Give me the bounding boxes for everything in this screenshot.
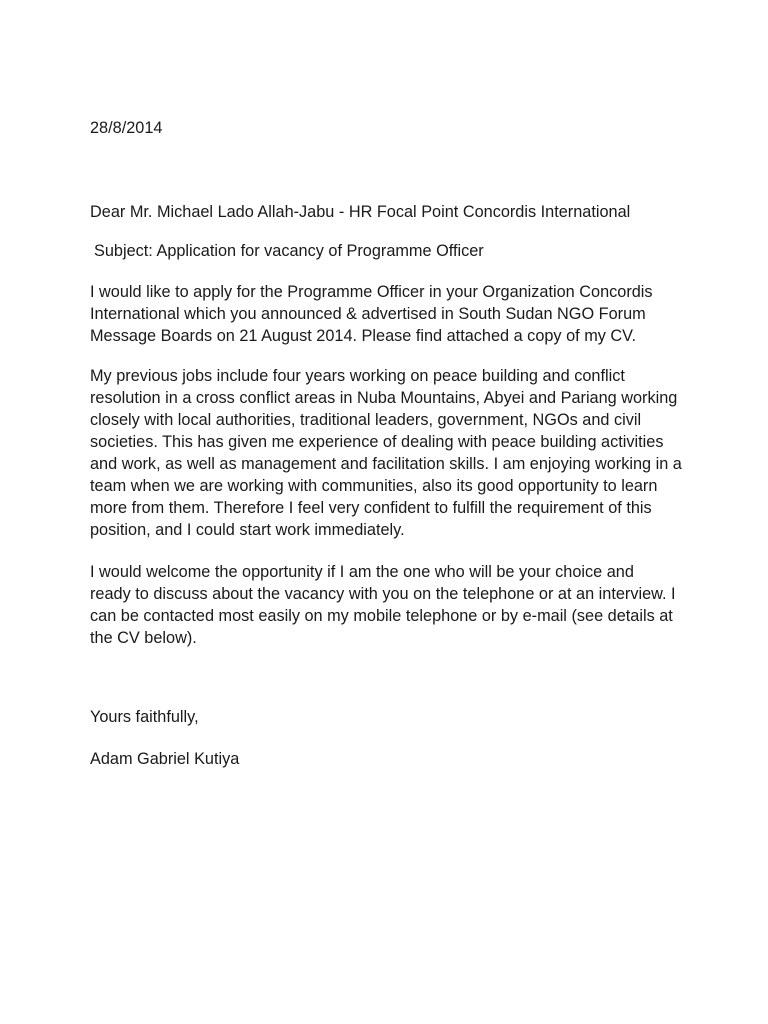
paragraph-line: closely with local authorities, traditional leaders, government, NGOs and civil [90, 411, 642, 429]
paragraph-line: My previous jobs include four years working on peace building and conflict [90, 367, 625, 385]
paragraph-line: and work, as well as management and facilitation skills. I am enjoying working in a [90, 455, 682, 473]
paragraph-line: more from them. Therefore I feel very confident to fulfill the requirement of this [90, 499, 652, 517]
letter-date: 28/8/2014 [90, 119, 163, 137]
letter-salutation: Dear Mr. Michael Lado Allah-Jabu - HR Focal Point Concordis International [90, 203, 631, 221]
paragraph-line: societies. This has given me experience of dealing with peace building activities [90, 433, 664, 451]
paragraph-line: position, and I could start work immediately. [90, 521, 405, 539]
paragraph-line: team when we are working with communities, also its good opportunity to learn [90, 477, 658, 495]
paragraph-line: Message Boards on 21 August 2014. Please find attached a copy of my CV. [90, 327, 637, 345]
paragraph-line: resolution in a cross conflict areas in Nuba Mountains, Abyei and Pariang working [90, 389, 678, 407]
paragraph-experience [90, 365, 690, 541]
paragraph-line: International which you announced & advertised in South Sudan NGO Forum [90, 305, 646, 323]
letter-closing: Yours faithfully, [90, 708, 199, 726]
letter-signature: Adam Gabriel Kutiya [90, 750, 240, 768]
paragraph-line: the CV below). [90, 629, 197, 647]
letter-subject: Subject: Application for vacancy of Programme Officer [94, 242, 484, 260]
paragraph-line: I would welcome the opportunity if I am the one who will be your choice and [90, 563, 634, 581]
paragraph-line: ready to discuss about the vacancy with you on the telephone or at an interview. I [90, 585, 676, 603]
paragraph-contact [90, 561, 690, 649]
paragraph-line: can be contacted most easily on my mobile telephone or by e-mail (see details at [90, 607, 673, 625]
paragraph-line: I would like to apply for the Programme Officer in your Organization Concordis [90, 283, 653, 301]
paragraph-application [90, 281, 690, 347]
